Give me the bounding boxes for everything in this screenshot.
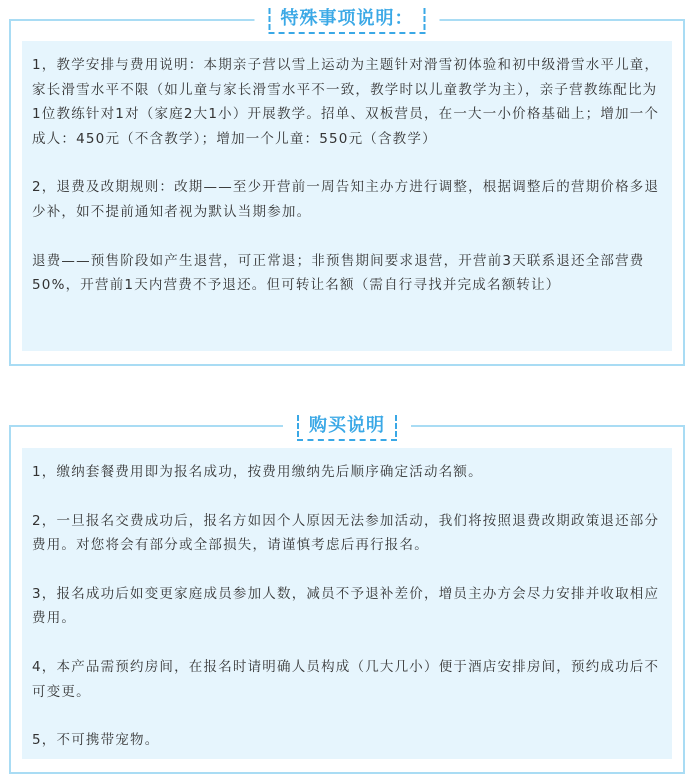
purchase-notes-paragraph-2: 2，一旦报名交费成功后，报名方如因个人原因无法参加活动，我们将按照退费改期政策退还部分费用。对您将会有部分或全部损失，请谨慎考虑后再行报名。: [32, 512, 660, 554]
purchase-notes-paragraph-3: 3，报名成功后如变更家庭成员参加人数，减员不予退补差价，增员主办方会尽力安排并收取相应费用。: [32, 585, 660, 627]
purchase-notes-paragraph-1: 1，缴纳套餐费用即为报名成功，按费用缴纳先后顺序确定活动名额。: [32, 464, 483, 480]
purchase-notes-paragraph-4: 4，本产品需预约房间，在报名时请明确人员构成（几大几小）便于酒店安排房间，预约成功后不可变更。: [32, 658, 660, 700]
special-notes-paragraph-2: 2，退费及改期规则：改期——至少开营前一周告知主办方进行调整，根据调整后的营期价格多退少补，如不提前通知者视为默认当期参加。: [32, 179, 660, 220]
special-notes-content: [32, 53, 664, 298]
purchase-notes-title: 购买说明: [309, 415, 385, 436]
special-notes-paragraph-3: 退费——预售阶段如产生退营，可正常退；非预售期间要求退营，开营前3天联系退还全部营费50%，开营前1天内营费不予退还。但可转让名额（需自行寻找并完成名额转让）: [32, 252, 645, 294]
special-notes-section: [9, 8, 685, 366]
purchase-notes-content: [32, 460, 664, 753]
special-notes-title-wrap: [255, 4, 440, 32]
special-notes-panel: [22, 41, 672, 351]
purchase-notes-title-wrap: [283, 411, 411, 439]
title-dashed-underline: [269, 32, 426, 34]
purchase-notes-title-box: [297, 413, 397, 439]
special-notes-title: 特殊事项说明：: [280, 8, 414, 29]
purchase-notes-panel: [22, 448, 672, 759]
purchase-notes-section: [9, 415, 685, 774]
title-dashed-underline: [297, 439, 397, 441]
special-notes-paragraph-1: 1，教学安排与费用说明：本期亲子营以雪上运动为主题针对滑雪初体验和初中级滑雪水平儿童，家长滑雪水平不限（如儿童与家长滑雪水平不一致，教学时以儿童教学为主），亲子营教练配比为1位教练针对1对（家庭2大1小）开展教学。招单、双板营员，在一大一小价格基础上；增加一个成人：450元（不含教学）；增加一个儿童：550元（含教学）: [32, 57, 660, 147]
special-notes-title-box: [269, 6, 426, 32]
purchase-notes-paragraph-5: 5，不可携带宠物。: [32, 732, 160, 749]
